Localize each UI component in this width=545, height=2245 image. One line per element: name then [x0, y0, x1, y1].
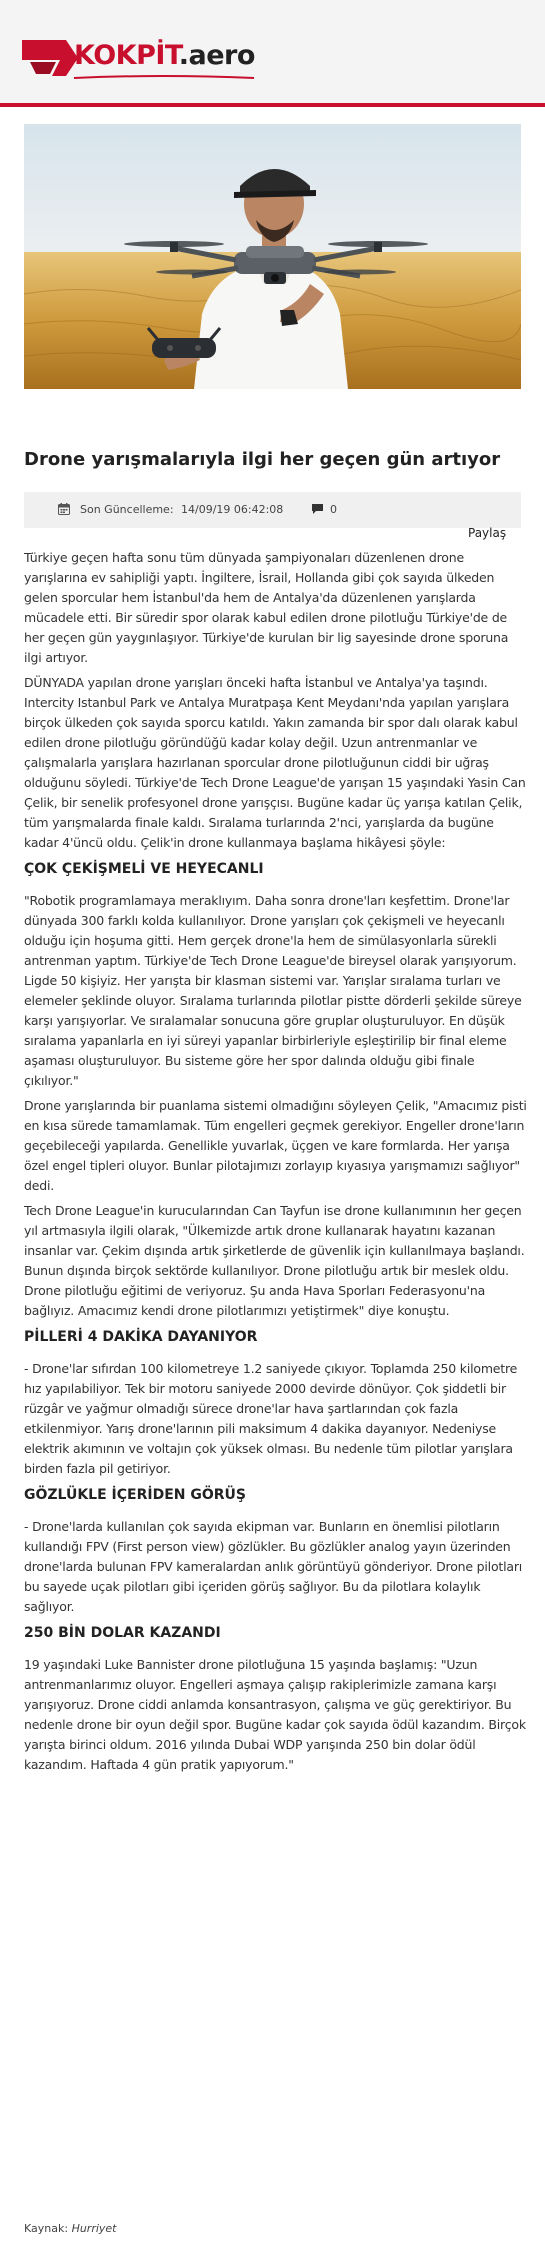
logo-text-primary: KOKPİT — [74, 40, 179, 71]
article-paragraph: 19 yaşındaki Luke Bannister drone pilotluğuna 15 yaşında başlamış: "Uzun antrenmanlarımız oluyor. Engelleri aşmaya çalışıp rakiplerimizle zamana karşı yarışıyoruz. Drone ciddi anlamda konsantrasyon, çalışma ve güç gerektiriyor. Bu nedenle drone bir oyun değil spor. Bugüne kadar çok sayıda ödül kazandım. Birçok yarışta birinci oldum. 2016 yılında Dubai WDP yarışında 250 bin dolar ödül kazandım. Haftada 4 gün pratik yapıyorum." — [24, 1657, 526, 1772]
updated-label: Son Güncelleme: — [80, 503, 174, 516]
logo-text — [74, 40, 255, 71]
comment-icon[interactable] — [311, 503, 324, 515]
article-source — [24, 2222, 117, 2236]
section-heading: PİLLERİ 4 DAKİKA DAYANIYOR — [24, 1329, 258, 1345]
logo-text-suffix: .aero — [178, 40, 255, 71]
site-header — [0, 0, 545, 107]
article-paragraph: Drone yarışlarında bir puanlama sistemi olmadığını söyleyen Çelik, "Amacımız pisti en kısa sürede tamamlamak. Tüm engelleri geçmek gerekiyor. Engeller drone'ların geçebileceği yapılarda. Genellikle yuvarlak, üçgen ve kare formlarda. Her yarışa özel engel tipleri oluyor. Bunlar pilotajımızı zorlayıp kıyasıya yarışmamızı sağlıyor" dedi. — [24, 1098, 527, 1193]
article-body — [24, 548, 527, 1780]
section-heading: GÖZLÜKLE İÇERİDEN GÖRÜŞ — [24, 1487, 246, 1503]
article-paragraph: Türkiye geçen hafta sonu tüm dünyada şampiyonaları düzenlenen drone yarışlarına ev sahipliği yaptı. İngiltere, İsrail, Hollanda gibi çok sayıda ülkeden gelen sporcular hem İstanbul'da hem de Antalya'da düzenlenen yarışlarda mücadele etti. Bir süredir spor olarak kabul edilen drone pilotluğu Türkiye'de de her geçen gün yaygınlaşıyor. Türkiye'de kurulan bir lig sayesinde drone sporuna ilgi artıyor. — [24, 550, 509, 665]
article-paragraph: - Drone'lar sıfırdan 100 kilometreye 1.2 saniyede çıkıyor. Toplamda 250 kilometre hız yapılabiliyor. Tek bir motoru saniyede 2000 devirde dönüyor. Çok şiddetli bir rüzgâr ve yağmur olmadığı sürece drone'lar hava şartlarından çok fazla etkilenmiyor. Yarış drone'larının pili maksimum 4 dakika dayanıyor. Nedeniyse elektrik akımının ve voltajın çok yüksek olması. Bu nedenle tüm pilotlar yarışlara birden fazla pil getiriyor. — [24, 1361, 518, 1476]
article-paragraph: - Drone'larda kullanılan çok sayıda ekipman var. Bunların en önemlisi pilotların kullandığı FPV (First person view) gözlükler. Bu gözlükler analog yayın üzerinden drone'larda bulunan FPV kameralardan anlık görüntüyü gönderiyor. Drone pilotları bu sayede uçak pilotları gibi içeriden görüş sağlıyor. Bu da pilotlara kolaylık sağlıyor. — [24, 1519, 523, 1614]
updated-value: 14/09/19 06:42:08 — [181, 503, 284, 516]
source-label: Kaynak: — [24, 2222, 69, 2235]
section-heading: 250 BİN DOLAR KAZANDI — [24, 1625, 221, 1641]
article-title: Drone yarışmalarıyla ilgi her geçen gün artıyor — [24, 449, 501, 470]
article-meta — [24, 492, 521, 528]
calendar-icon — [58, 503, 70, 515]
hero-image — [24, 124, 521, 389]
section-heading: ÇOK ÇEKİŞMELİ VE HEYECANLI — [24, 861, 264, 877]
comment-count[interactable]: 0 — [330, 503, 337, 516]
article-paragraph: Tech Drone League'in kurucularından Can Tayfun ise drone kullanımının her geçen yıl artmasıyla ilgili olarak, "Ülkemizde artık drone kullanarak hayatını kazanan insanlar var. Çekim dışında artık şirketlerde de güvenlik için kullanılmaya başlandı. Bunun dışında birçok sektörde kullanılıyor. Drone pilotluğu artık bir meslek oldu. Drone pilotluğu eğitimi de veriyoruz. Şu anda Hava Sporları Federasyonu'na bağlıyız. Amacımız kendi drone pilotlarımızı yetiştirmek" diye konuştu. — [24, 1203, 525, 1318]
logo-underline — [22, 74, 262, 82]
article-paragraph: "Robotik programlamaya meraklıyım. Daha sonra drone'ları keşfettim. Drone'lar dünyada 300 farklı kolda kullanılıyor. Drone yarışları çok çekişmeli ve heyecanlı olduğu için hoşuma gitti. Hem gerçek drone'la hem de simülasyonlarla sürekli antrenman yaptım. Türkiye'de Tech Drone League'de bireysel olarak yarışıyorum. Ligde 50 kişiyiz. Her yarışta bir klasman sistemi var. Yarışlar sıralama turları ve elemeler şeklinde oluyor. Sıralama turlarında pilotlar pistte dörderli şekilde süreye karşı yarışıyorlar. Ve sıralamalar sonucuna göre gruplar oluşturuluyor. En düşük sıralama yapanlarla en iyi süreyi yapanlar birbirleriyle eşleştirilip bir final eleme aşaması oluşturuluyor. Bu sisteme göre her spor dalında olduğu gibi finale çıkılıyor." — [24, 893, 522, 1088]
source-value: Hurriyet — [71, 2222, 117, 2235]
article-paragraph: DÜNYADA yapılan drone yarışları önceki hafta İstanbul ve Antalya'ya taşındı. Intercity Istanbul Park ve Antalya Muratpaşa Kent Meydanı'nda yapılan yarışlara birçok ülkeden çok sayıda sporcu katıldı. Yakın zamanda bir spor dalı olarak kabul edilen drone pilotluğu göründüğü kadar kolay değil. Uzun antrenmanlar ve çalışmalarla yarışlara hazırlanan sporcular drone pilotluğunun ciddi bir uğraş olduğunu söyledi. Türkiye'de Tech Drone League'de yarışan 15 yaşındaki Yasin Can Çelik, bir senelik profesyonel drone yarışçısı. Bugüne kadar üç yarışa katılan Çelik, tüm yarışmalarda finale kaldı. Sıralama turlarında 2'nci, yarışlarda da bugüne kadar 4'üncü oldu. Çelik'in drone kullanmaya başlama hikâyesi şöyle: — [24, 675, 526, 850]
share-button[interactable]: Paylaş — [468, 526, 507, 540]
drone-photo — [24, 124, 521, 389]
site-logo[interactable] — [22, 36, 262, 82]
